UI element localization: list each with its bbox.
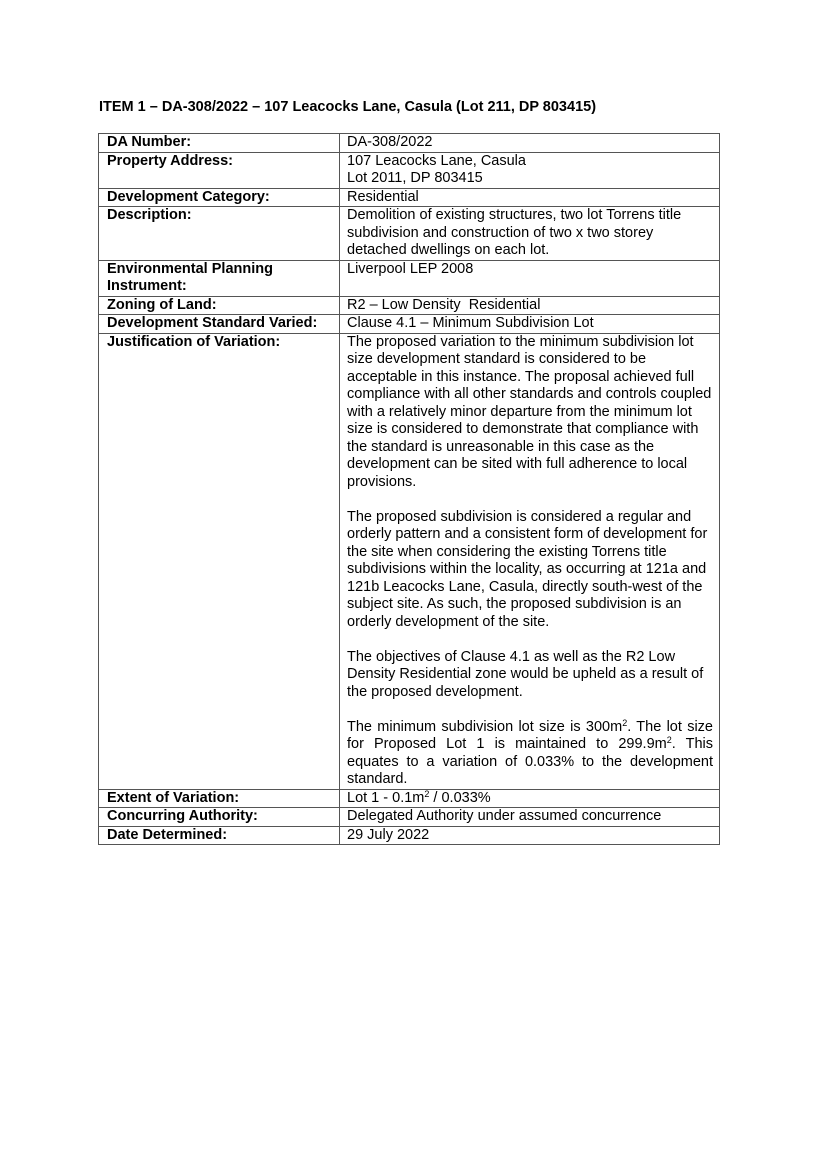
date-determined-label: Date Determined:	[99, 826, 340, 845]
justification-paragraph-2: The proposed subdivision is considered a regular and orderly pattern and a consistent form of development for the site when considering the existing Torrens title subdivisions within the locality, as occurring at 121a and 121b Leacocks Lane, Casula, directly south-west of the subject site. As such, the proposed subdivision is an orderly development of the site.	[347, 508, 708, 630]
lot-size-text-part-2: . The lot size for Proposed Lot 1 is maintained to 299.9m	[347, 718, 713, 752]
environmental-planning-instrument-label: Environmental Planning Instrument:	[99, 260, 340, 296]
table-row	[99, 789, 720, 808]
square-superscript: 2	[622, 717, 628, 728]
table-row	[99, 826, 720, 845]
lot-size-text-part-3: . This equates to a variation of 0.033% to the development standard.	[347, 736, 713, 787]
development-standard-varied-value: Clause 4.1 – Minimum Subdivision Lot	[340, 315, 720, 334]
lot-size-text-part-1: The minimum subdivision lot size is 300m	[347, 718, 623, 735]
square-superscript: 2	[666, 735, 672, 745]
table-row	[99, 315, 720, 334]
extent-of-variation-label: Extent of Variation:	[99, 789, 340, 808]
property-address-street: 107 Leacocks Lane, Casula	[347, 152, 526, 169]
description-value: Demolition of existing structures, two lot Torrens title subdivision and construction of two x two storey detached dwellings on each lot.	[340, 207, 720, 261]
page-title: ITEM 1 – DA-308/2022 – 107 Leacocks Lane, Casula (Lot 211, DP 803415)	[99, 99, 597, 115]
table-row	[99, 333, 720, 789]
justification-paragraph-3: The objectives of Clause 4.1 as well as the R2 Low Density Residential zone would be upheld as a result of the proposed development.	[347, 648, 704, 700]
justification-of-variation-value	[340, 333, 720, 789]
development-standard-varied-label: Development Standard Varied:	[99, 315, 340, 334]
date-determined-value: 29 July 2022	[340, 826, 720, 845]
property-address-label: Property Address:	[99, 152, 340, 188]
table-row	[99, 296, 720, 315]
development-category-value: Residential	[340, 188, 720, 207]
environmental-planning-instrument-value: Liverpool LEP 2008	[340, 260, 720, 296]
table-row	[99, 808, 720, 827]
development-category-label: Development Category:	[99, 188, 340, 207]
justification-of-variation-label: Justification of Variation:	[99, 333, 340, 789]
table-row	[99, 260, 720, 296]
table-row	[99, 207, 720, 261]
extent-text-part-1: Lot 1 - 0.1m	[347, 789, 425, 806]
zoning-of-land-label: Zoning of Land:	[99, 296, 340, 315]
table-row	[99, 188, 720, 207]
property-address-lot: Lot 2011, DP 803415	[347, 170, 483, 186]
table-row	[99, 134, 720, 153]
justification-paragraph-1: The proposed variation to the minimum subdivision lot size development standard is considered to be acceptable in this instance. The proposal achieved full compliance with all other standards and controls coupled with a relatively minor departure from the minimum lot size is considered to demonstrate that compliance with the standard is unreasonable in this case as the development can be sited with full adherence to local provisions.	[347, 333, 712, 490]
concurring-authority-label: Concurring Authority:	[99, 808, 340, 827]
development-details-table	[98, 133, 720, 845]
description-label: Description:	[99, 207, 340, 261]
square-superscript: 2	[424, 788, 430, 799]
extent-of-variation-value	[340, 789, 720, 808]
concurring-authority-value: Delegated Authority under assumed concurrence	[340, 808, 720, 827]
da-number-label: DA Number:	[99, 134, 340, 153]
extent-text-part-2: / 0.033%	[429, 789, 491, 806]
property-address-value	[340, 152, 720, 188]
zoning-of-land-value: R2 – Low Density Residential	[340, 296, 720, 315]
da-number-value: DA-308/2022	[340, 134, 720, 153]
justification-paragraph-4	[347, 719, 713, 789]
table-row	[99, 152, 720, 188]
